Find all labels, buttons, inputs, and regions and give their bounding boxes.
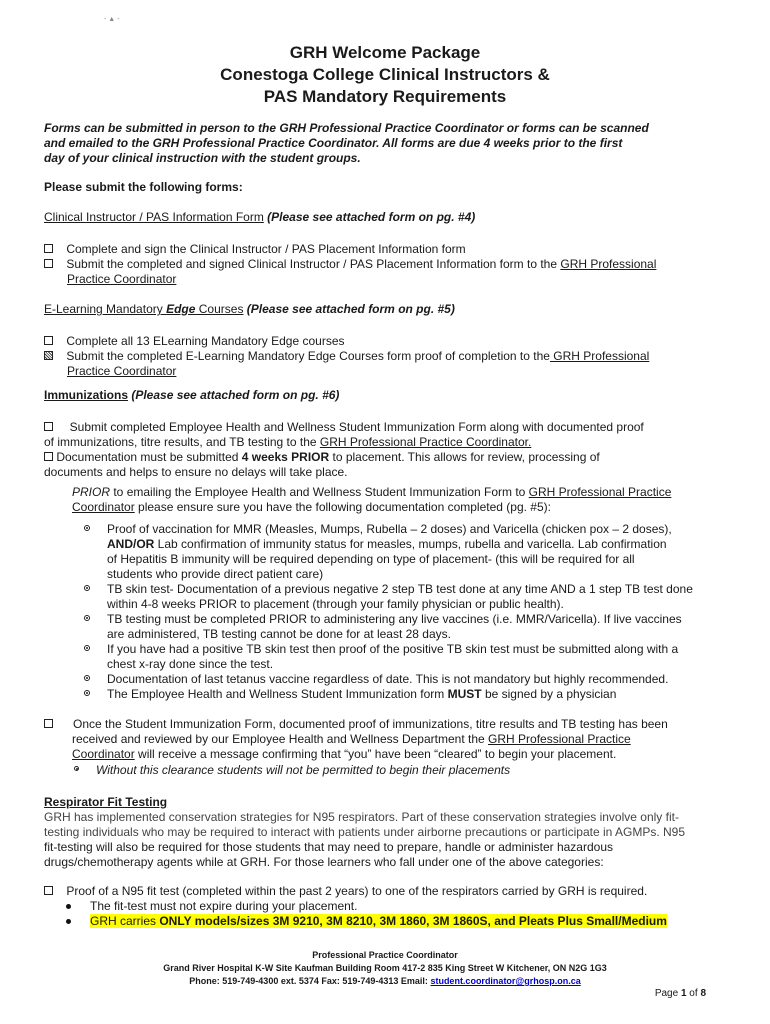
models-note xyxy=(90,914,667,929)
documentation-line-1 xyxy=(44,450,600,465)
heading-part: E-Learning Mandatory xyxy=(44,302,167,316)
item-text: Complete all 13 ELearning Mandatory Edge courses xyxy=(66,334,345,348)
page-label: of xyxy=(686,988,701,999)
email-link[interactable]: student.coordinator@grhosp.on.ca xyxy=(430,976,581,986)
prior-line-2 xyxy=(72,500,551,515)
bullet-icon xyxy=(84,525,90,531)
heading-part: Courses xyxy=(195,302,244,316)
documentation-line-2: documents and helps to ensure no delays will take place. xyxy=(44,465,348,479)
bullet-text: TB skin test- Documentation of a previous negative 2 step TB test done at any time AND a 1 step TB test done xyxy=(107,582,693,596)
clearance-note: Without this clearance students will not be permitted to begin their placements xyxy=(96,763,511,777)
prior-emphasis: PRIOR xyxy=(72,485,111,499)
checkbox-icon[interactable] xyxy=(44,351,53,360)
item-text: Once the Student Immunization Form, documented proof of immunizations, titre results and TB testing has been xyxy=(73,717,668,731)
item-text: Lab confirmation of immunity status for measles, mumps, rubella and varicella. Lab confirmation xyxy=(154,537,667,551)
coordinator-link[interactable]: GRH Professional Practice xyxy=(488,732,631,746)
bullet-text: If you have had a positive TB skin test then proof of the positive TB skin test must be submitted along with a xyxy=(107,642,679,656)
bullet-icon xyxy=(84,615,90,621)
page-number xyxy=(655,986,706,1001)
highlight-text: ONLY models/sizes 3M 9210, 3M 8210, 3M 1860, 3M 1860S, and Pleats Plus Small/Medium xyxy=(159,914,667,928)
checklist-item xyxy=(44,349,649,364)
respirator-text: testing individuals who may be required to interact with patients under airborne precautions or participate in AGMPs. N95 xyxy=(44,825,686,839)
item-text: Submit completed Employee Health and Wellness Student Immunization Form along with documented proof xyxy=(69,420,644,434)
andor-text: AND/OR xyxy=(107,537,155,551)
bullet-text: Documentation of last tetanus vaccine regardless of date. This is not mandatory but highly recommended. xyxy=(107,672,669,686)
respirator-text: drugs/chemotherapy agents while at GRH. For those learners who fall under one of the above categories: xyxy=(44,855,604,869)
fit-test-note: The fit-test must not expire during your placement. xyxy=(90,899,358,913)
title-line-3: PAS Mandatory Requirements xyxy=(263,87,507,106)
item-text: Documentation must be submitted xyxy=(56,450,242,464)
bullet-text: chest x-ray done since the test. xyxy=(107,657,274,671)
checkbox-icon[interactable] xyxy=(44,452,53,461)
page-current: 1 xyxy=(680,988,687,999)
immunizations-heading-text: Immunizations xyxy=(44,388,129,402)
prior-line-1 xyxy=(72,485,671,500)
coordinator-link[interactable]: GRH Professional Practice Coordinator. xyxy=(319,435,532,449)
item-text: to placement. This allows for review, processing of xyxy=(329,450,600,464)
heading-emphasis: Edge xyxy=(166,302,196,316)
section-immunizations-heading xyxy=(44,388,339,403)
elearning-heading-text xyxy=(44,302,243,316)
item-text: Submit the completed and signed Clinical Instructor / PAS Placement Information form to the xyxy=(66,257,561,271)
immunizations-heading-note: (Please see attached form on pg. #6) xyxy=(128,388,340,402)
coordinator-link[interactable]: GRH Professional xyxy=(560,257,657,271)
clinical-heading-text: Clinical Instructor / PAS Information Form xyxy=(44,210,264,224)
bullet-icon xyxy=(84,675,90,681)
section-clinical-heading xyxy=(44,210,475,225)
bullet-text: within 4-8 weeks PRIOR to placement (through your family physician or public health). xyxy=(107,597,564,611)
coordinator-link[interactable]: Coordinator xyxy=(72,747,135,761)
item-text: Submit the completed E-Learning Mandatory Edge Courses form proof of completion to the xyxy=(66,349,550,363)
once-line-3 xyxy=(72,747,616,762)
intro-line-3: day of your clinical instruction with the student groups. xyxy=(44,151,361,165)
once-line-1 xyxy=(44,717,668,732)
footer-title: Professional Practice Coordinator xyxy=(312,950,458,960)
clinical-heading-note: (Please see attached form on pg. #4) xyxy=(263,210,476,224)
item-text: please ensure sure you have the following documentation completed (pg. #5): xyxy=(134,500,551,514)
item-text: received and reviewed by our Employee Health and Wellness Department the xyxy=(72,732,489,746)
immunization-submit-line-2 xyxy=(44,435,531,450)
item-text: will receive a message confirming that “you” have been “cleared” to begin your placement. xyxy=(134,747,617,761)
coordinator-link[interactable]: Practice Coordinator xyxy=(67,272,177,286)
item-text: The Employee Health and Wellness Student Immunization form xyxy=(107,687,448,701)
checkbox-icon[interactable] xyxy=(44,886,53,895)
respirator-text: fit-testing will also be required for those students that may need to prepare, handle or administer hazardous xyxy=(44,840,613,854)
bullet-icon xyxy=(66,904,71,909)
must-text: MUST xyxy=(447,687,482,701)
coordinator-link[interactable]: GRH Professional xyxy=(549,349,650,363)
bullet-text: of Hepatitis B immunity will be required depending on type of placement- (this will be required for all xyxy=(107,552,635,566)
checkbox-icon[interactable] xyxy=(44,719,53,728)
item-text: be signed by a physician xyxy=(481,687,617,701)
bullet-text: Proof of vaccination for MMR (Measles, Mumps, Rubella – 2 doses) and Varicella (chicken pox – 2 doses), xyxy=(107,522,672,536)
bullet-text: students who provide direct patient care) xyxy=(107,567,324,581)
footer-phone-fax: Phone: 519-749-4300 ext. 5374 Fax: 519-749-4313 Email: xyxy=(189,976,431,986)
checkbox-icon[interactable] xyxy=(44,244,53,253)
deadline-text: 4 weeks PRIOR xyxy=(241,450,330,464)
elearning-heading-note: (Please see attached form on pg. #5) xyxy=(243,302,455,316)
once-line-2 xyxy=(72,732,631,747)
checkbox-icon[interactable] xyxy=(44,422,53,431)
title-line-2: Conestoga College Clinical Instructors & xyxy=(220,65,550,84)
bullet-text: are administered, TB testing cannot be done for at least 28 days. xyxy=(107,627,451,641)
bullet-icon xyxy=(66,919,71,924)
respirator-heading: Respirator Fit Testing xyxy=(44,795,168,809)
bullet-text xyxy=(107,537,667,552)
bullet-text: TB testing must be completed PRIOR to administering any live vaccines (i.e. MMR/Varicella). If live vaccines xyxy=(107,612,682,626)
checkbox-icon[interactable] xyxy=(44,259,53,268)
coordinator-link[interactable]: Practice Coordinator xyxy=(67,364,177,378)
checklist-item xyxy=(44,242,466,257)
bullet-text xyxy=(107,687,616,702)
bullet-icon xyxy=(74,766,79,771)
coordinator-link[interactable]: Coordinator xyxy=(72,500,135,514)
item-text: Complete and sign the Clinical Instructor / PAS Placement Information form xyxy=(66,242,466,256)
footer-address: Grand River Hospital K-W Site Kaufman Building Room 417-2 835 King Street W Kitchener, ON N2G 1G3 xyxy=(163,963,607,973)
checklist-item xyxy=(44,334,345,349)
coordinator-link[interactable]: GRH Professional Practice xyxy=(528,485,672,499)
page-label: Page xyxy=(654,988,681,999)
immunization-submit-line-1 xyxy=(44,420,644,435)
page-total: 8 xyxy=(700,988,706,999)
section-elearning-heading xyxy=(44,302,455,317)
item-text: to emailing the Employee Health and Wellness Student Immunization Form to xyxy=(110,485,529,499)
submit-heading: Please submit the following forms: xyxy=(44,180,243,194)
checklist-item xyxy=(44,257,656,272)
bullet-icon xyxy=(84,690,90,696)
bullet-icon xyxy=(84,585,90,591)
intro-line-2: and emailed to the GRH Professional Practice Coordinator. All forms are due 4 weeks prior to the first xyxy=(44,136,623,150)
checkbox-icon[interactable] xyxy=(44,336,53,345)
bullet-icon xyxy=(84,645,90,651)
title-line-1: GRH Welcome Package xyxy=(289,43,481,62)
respirator-text: GRH has implemented conservation strategies for N95 respirators. Part of these conservation strategies involve only fit- xyxy=(44,810,679,824)
highlight-text: GRH carries xyxy=(90,914,160,928)
item-text: Proof of a N95 fit test (completed within the past 2 years) to one of the respirators carried by GRH is required. xyxy=(66,884,648,898)
n95-item xyxy=(44,884,647,899)
item-text: of immunizations, titre results, and TB testing to the xyxy=(44,435,320,449)
intro-line-1: Forms can be submitted in person to the GRH Professional Practice Coordinator or forms can be scanned xyxy=(44,121,649,135)
header-mark: - ▲ - xyxy=(104,16,120,23)
